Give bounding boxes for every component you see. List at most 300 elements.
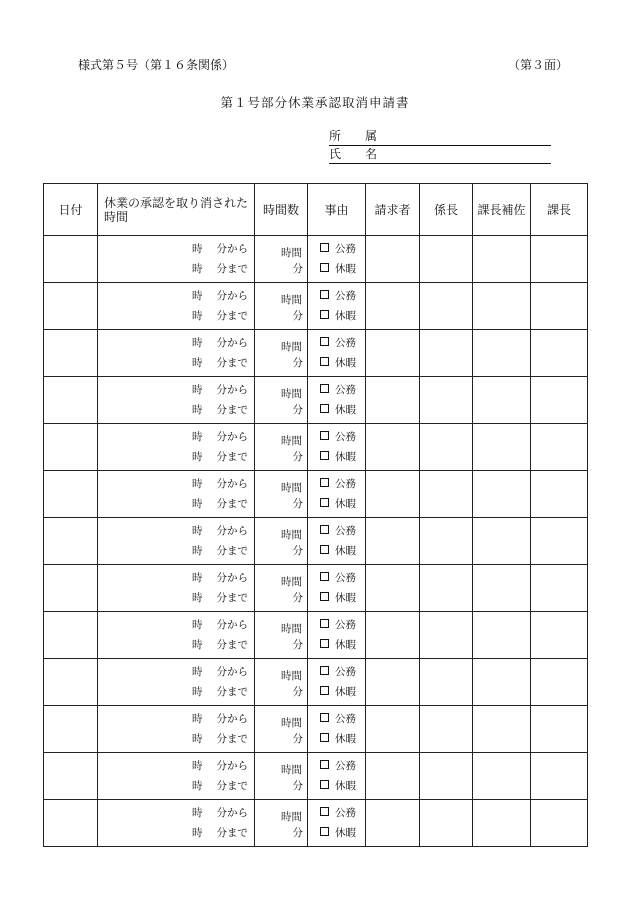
reason-option-leave[interactable] [320, 496, 356, 511]
manager-seal-cell[interactable] [531, 330, 588, 377]
time-from-hour: 時 [192, 760, 203, 772]
manager-seal-cell[interactable] [531, 518, 588, 565]
hours-cell[interactable] [255, 424, 308, 471]
time-from [192, 523, 248, 538]
reason-cell [308, 753, 366, 800]
hours-cell[interactable] [255, 236, 308, 283]
minutes-label: 分 [292, 592, 303, 604]
reason-cell [308, 236, 366, 283]
assistant-manager-seal-cell[interactable] [473, 565, 531, 612]
manager-seal-cell[interactable] [531, 236, 588, 283]
minutes-label: 分 [292, 310, 303, 322]
time-cell[interactable] [98, 800, 255, 847]
assistant-manager-seal-cell[interactable] [473, 471, 531, 518]
requester-seal-cell[interactable] [366, 659, 420, 706]
time-to [192, 543, 248, 558]
reason-option-official[interactable] [320, 617, 356, 632]
hours-label: 時間 [281, 247, 302, 259]
hours-label: 時間 [281, 764, 302, 776]
checkbox-icon[interactable] [320, 807, 329, 816]
requester-seal-cell[interactable] [366, 565, 420, 612]
table-row [44, 706, 588, 753]
time-cell[interactable] [98, 706, 255, 753]
column-header-chief: 係長 [420, 184, 473, 236]
time-from-minute: 分から [216, 760, 248, 772]
time-to-hour: 時 [192, 686, 203, 698]
reason-leave-label: 休暇 [335, 357, 356, 369]
time-cell[interactable] [98, 612, 255, 659]
minutes-label: 分 [292, 827, 303, 839]
checkbox-icon[interactable] [320, 404, 329, 413]
assistant-manager-seal-cell[interactable] [473, 330, 531, 377]
reason-option-leave[interactable] [320, 637, 356, 652]
reason-cell [308, 612, 366, 659]
time-to-hour: 時 [192, 592, 203, 604]
date-cell[interactable] [44, 518, 98, 565]
chief-seal-cell[interactable] [420, 283, 473, 330]
minutes-label: 分 [292, 545, 303, 557]
checkbox-icon[interactable] [320, 498, 329, 507]
chief-seal-cell[interactable] [420, 612, 473, 659]
reason-option-official[interactable] [320, 523, 356, 538]
checkbox-icon[interactable] [320, 780, 329, 789]
time-from [192, 617, 248, 632]
time-from [192, 805, 248, 820]
minutes-label: 分 [292, 780, 303, 792]
table-header-row [44, 184, 588, 236]
reason-cell [308, 283, 366, 330]
time-from [192, 570, 248, 585]
time-to-hour: 時 [192, 780, 203, 792]
time-from-minute: 分から [216, 243, 248, 255]
reason-official-label: 公務 [335, 572, 356, 584]
manager-seal-cell[interactable] [531, 706, 588, 753]
assistant-manager-seal-cell[interactable] [473, 236, 531, 283]
hours-label: 時間 [281, 294, 302, 306]
checkbox-icon[interactable] [320, 666, 329, 675]
assistant-manager-seal-cell[interactable] [473, 753, 531, 800]
time-from-minute: 分から [216, 525, 248, 537]
requester-seal-cell[interactable] [366, 377, 420, 424]
time-from-hour: 時 [192, 478, 203, 490]
column-header-manager: 課長 [531, 184, 588, 236]
time-from [192, 711, 248, 726]
time-from-hour: 時 [192, 807, 203, 819]
requester-seal-cell[interactable] [366, 283, 420, 330]
chief-seal-cell[interactable] [420, 659, 473, 706]
reason-leave-label: 休暇 [335, 733, 356, 745]
time-to [192, 684, 248, 699]
reason-cell [308, 424, 366, 471]
reason-cell [308, 471, 366, 518]
requester-seal-cell[interactable] [366, 706, 420, 753]
time-cell[interactable] [98, 330, 255, 377]
reason-leave-label: 休暇 [335, 686, 356, 698]
time-to-minute: 分まで [216, 780, 248, 792]
time-to [192, 778, 248, 793]
assistant-manager-seal-cell[interactable] [473, 706, 531, 753]
time-from-hour: 時 [192, 713, 203, 725]
date-cell[interactable] [44, 377, 98, 424]
time-from-minute: 分から [216, 290, 248, 302]
affiliation-label: 所 属 [329, 129, 378, 143]
checkbox-icon[interactable] [320, 592, 329, 601]
time-cell[interactable] [98, 236, 255, 283]
time-to [192, 590, 248, 605]
hours-label: 時間 [281, 623, 302, 635]
reason-official-label: 公務 [335, 713, 356, 725]
reason-option-leave[interactable] [320, 308, 356, 323]
time-to-minute: 分まで [216, 545, 248, 557]
manager-seal-cell[interactable] [531, 659, 588, 706]
time-from-hour: 時 [192, 337, 203, 349]
reason-option-leave[interactable] [320, 449, 356, 464]
time-to-hour: 時 [192, 404, 203, 416]
time-to-hour: 時 [192, 357, 203, 369]
time-cell[interactable] [98, 424, 255, 471]
date-cell[interactable] [44, 471, 98, 518]
assistant-manager-seal-cell[interactable] [473, 659, 531, 706]
hours-cell[interactable] [255, 659, 308, 706]
time-to [192, 261, 248, 276]
hours-cell[interactable] [255, 800, 308, 847]
reason-option-official[interactable] [320, 758, 356, 773]
hours-cell[interactable] [255, 377, 308, 424]
time-to-minute: 分まで [216, 263, 248, 275]
reason-option-official[interactable] [320, 288, 356, 303]
chief-seal-cell[interactable] [420, 236, 473, 283]
table-row [44, 424, 588, 471]
reason-option-official[interactable] [320, 241, 356, 256]
time-from-minute: 分から [216, 384, 248, 396]
time-to [192, 731, 248, 746]
hours-cell[interactable] [255, 283, 308, 330]
time-to [192, 637, 248, 652]
time-to-minute: 分まで [216, 357, 248, 369]
hours-label: 時間 [281, 341, 302, 353]
table-row [44, 236, 588, 283]
reason-official-label: 公務 [335, 525, 356, 537]
reason-cell [308, 800, 366, 847]
checkbox-icon[interactable] [320, 478, 329, 487]
time-from [192, 241, 248, 256]
hours-label: 時間 [281, 811, 302, 823]
manager-seal-cell[interactable] [531, 800, 588, 847]
reason-option-official[interactable] [320, 429, 356, 444]
checkbox-icon[interactable] [320, 572, 329, 581]
name-label: 氏 名 [329, 147, 378, 161]
assistant-manager-seal-cell[interactable] [473, 612, 531, 659]
checkbox-icon[interactable] [320, 733, 329, 742]
time-from-hour: 時 [192, 384, 203, 396]
time-from-minute: 分から [216, 807, 248, 819]
minutes-label: 分 [292, 404, 303, 416]
reason-option-leave[interactable] [320, 355, 356, 370]
checkbox-icon[interactable] [320, 686, 329, 695]
minutes-label: 分 [292, 733, 303, 745]
reason-option-leave[interactable] [320, 590, 356, 605]
hours-cell[interactable] [255, 330, 308, 377]
manager-seal-cell[interactable] [531, 471, 588, 518]
reason-option-official[interactable] [320, 335, 356, 350]
time-cell[interactable] [98, 283, 255, 330]
reason-option-leave[interactable] [320, 731, 356, 746]
time-cell[interactable] [98, 659, 255, 706]
minutes-label: 分 [292, 263, 303, 275]
time-cell[interactable] [98, 565, 255, 612]
time-to-hour: 時 [192, 733, 203, 745]
requester-seal-cell[interactable] [366, 330, 420, 377]
requester-seal-cell[interactable] [366, 236, 420, 283]
hours-label: 時間 [281, 717, 302, 729]
table-row [44, 471, 588, 518]
minutes-label: 分 [292, 686, 303, 698]
chief-seal-cell[interactable] [420, 800, 473, 847]
time-from-minute: 分から [216, 572, 248, 584]
hours-cell[interactable] [255, 706, 308, 753]
time-from-hour: 時 [192, 525, 203, 537]
time-to [192, 308, 248, 323]
reason-option-official[interactable] [320, 570, 356, 585]
hours-label: 時間 [281, 529, 302, 541]
manager-seal-cell[interactable] [531, 612, 588, 659]
name-field[interactable] [329, 147, 551, 164]
reason-cell [308, 565, 366, 612]
checkbox-icon[interactable] [320, 827, 329, 836]
time-from-hour: 時 [192, 243, 203, 255]
reason-option-leave[interactable] [320, 543, 356, 558]
checkbox-icon[interactable] [320, 619, 329, 628]
time-from-hour: 時 [192, 431, 203, 443]
assistant-manager-seal-cell[interactable] [473, 377, 531, 424]
date-cell[interactable] [44, 330, 98, 377]
time-to-minute: 分まで [216, 592, 248, 604]
column-header-cancelled-time: 休業の承認を取り消された時間 [98, 184, 255, 236]
reason-cell [308, 330, 366, 377]
reason-option-official[interactable] [320, 711, 356, 726]
checkbox-icon[interactable] [320, 243, 329, 252]
reason-cell [308, 659, 366, 706]
manager-seal-cell[interactable] [531, 424, 588, 471]
reason-official-label: 公務 [335, 243, 356, 255]
reason-cell [308, 518, 366, 565]
date-cell[interactable] [44, 753, 98, 800]
time-to [192, 825, 248, 840]
chief-seal-cell[interactable] [420, 565, 473, 612]
chief-seal-cell[interactable] [420, 518, 473, 565]
time-to-hour: 時 [192, 310, 203, 322]
chief-seal-cell[interactable] [420, 330, 473, 377]
time-from-hour: 時 [192, 666, 203, 678]
time-from-minute: 分から [216, 431, 248, 443]
reason-option-leave[interactable] [320, 261, 356, 276]
reason-leave-label: 休暇 [335, 639, 356, 651]
time-from [192, 758, 248, 773]
column-header-assistant-manager: 課長補佐 [473, 184, 531, 236]
affiliation-field[interactable] [329, 129, 551, 146]
hours-cell[interactable] [255, 612, 308, 659]
time-to-minute: 分まで [216, 451, 248, 463]
reason-official-label: 公務 [335, 290, 356, 302]
requester-seal-cell[interactable] [366, 424, 420, 471]
column-header-requester: 請求者 [366, 184, 420, 236]
assistant-manager-seal-cell[interactable] [473, 283, 531, 330]
manager-seal-cell[interactable] [531, 565, 588, 612]
reason-official-label: 公務 [335, 619, 356, 631]
time-to-hour: 時 [192, 451, 203, 463]
assistant-manager-seal-cell[interactable] [473, 518, 531, 565]
date-cell[interactable] [44, 706, 98, 753]
manager-seal-cell[interactable] [531, 377, 588, 424]
time-from [192, 382, 248, 397]
hours-cell[interactable] [255, 518, 308, 565]
table-row [44, 612, 588, 659]
requester-seal-cell[interactable] [366, 800, 420, 847]
time-from-hour: 時 [192, 572, 203, 584]
date-cell[interactable] [44, 612, 98, 659]
reason-official-label: 公務 [335, 431, 356, 443]
checkbox-icon[interactable] [320, 357, 329, 366]
time-cell[interactable] [98, 518, 255, 565]
reason-official-label: 公務 [335, 337, 356, 349]
time-to [192, 496, 248, 511]
checkbox-icon[interactable] [320, 760, 329, 769]
reason-official-label: 公務 [335, 384, 356, 396]
reason-official-label: 公務 [335, 760, 356, 772]
checkbox-icon[interactable] [320, 545, 329, 554]
hours-label: 時間 [281, 435, 302, 447]
minutes-label: 分 [292, 498, 303, 510]
manager-seal-cell[interactable] [531, 283, 588, 330]
time-from-minute: 分から [216, 337, 248, 349]
time-from [192, 476, 248, 491]
checkbox-icon[interactable] [320, 290, 329, 299]
reason-option-leave[interactable] [320, 684, 356, 699]
checkbox-icon[interactable] [320, 310, 329, 319]
reason-cell [308, 706, 366, 753]
column-header-date: 日付 [44, 184, 98, 236]
date-cell[interactable] [44, 800, 98, 847]
time-from-minute: 分から [216, 619, 248, 631]
time-to-minute: 分まで [216, 404, 248, 416]
requester-seal-cell[interactable] [366, 753, 420, 800]
time-to [192, 402, 248, 417]
time-to [192, 449, 248, 464]
time-from [192, 664, 248, 679]
reason-leave-label: 休暇 [335, 592, 356, 604]
column-header-reason: 事由 [308, 184, 366, 236]
time-to-minute: 分まで [216, 827, 248, 839]
chief-seal-cell[interactable] [420, 471, 473, 518]
time-cell[interactable] [98, 377, 255, 424]
checkbox-icon[interactable] [320, 337, 329, 346]
chief-seal-cell[interactable] [420, 753, 473, 800]
table-row [44, 800, 588, 847]
hours-cell[interactable] [255, 565, 308, 612]
date-cell[interactable] [44, 283, 98, 330]
requester-seal-cell[interactable] [366, 612, 420, 659]
checkbox-icon[interactable] [320, 525, 329, 534]
assistant-manager-seal-cell[interactable] [473, 800, 531, 847]
reason-leave-label: 休暇 [335, 263, 356, 275]
time-cell[interactable] [98, 471, 255, 518]
hours-label: 時間 [281, 388, 302, 400]
manager-seal-cell[interactable] [531, 753, 588, 800]
page-side-label: （第３面） [508, 58, 569, 72]
hours-label: 時間 [281, 576, 302, 588]
date-cell[interactable] [44, 236, 98, 283]
date-cell[interactable] [44, 659, 98, 706]
reason-leave-label: 休暇 [335, 498, 356, 510]
reason-leave-label: 休暇 [335, 451, 356, 463]
chief-seal-cell[interactable] [420, 706, 473, 753]
checkbox-icon[interactable] [320, 451, 329, 460]
table-row [44, 659, 588, 706]
requester-seal-cell[interactable] [366, 471, 420, 518]
table-row [44, 753, 588, 800]
cancellation-table [43, 183, 588, 847]
reason-option-official[interactable] [320, 805, 356, 820]
column-header-hours: 時間数 [255, 184, 308, 236]
reason-official-label: 公務 [335, 666, 356, 678]
time-to-hour: 時 [192, 545, 203, 557]
minutes-label: 分 [292, 639, 303, 651]
table-row [44, 518, 588, 565]
reason-official-label: 公務 [335, 478, 356, 490]
reason-leave-label: 休暇 [335, 404, 356, 416]
reason-option-official[interactable] [320, 382, 356, 397]
chief-seal-cell[interactable] [420, 424, 473, 471]
reason-option-leave[interactable] [320, 825, 356, 840]
hours-label: 時間 [281, 670, 302, 682]
reason-option-leave[interactable] [320, 402, 356, 417]
time-from-minute: 分から [216, 666, 248, 678]
time-to-minute: 分まで [216, 498, 248, 510]
time-from-minute: 分から [216, 478, 248, 490]
reason-option-official[interactable] [320, 664, 356, 679]
time-to-hour: 時 [192, 639, 203, 651]
checkbox-icon[interactable] [320, 431, 329, 440]
checkbox-icon[interactable] [320, 384, 329, 393]
document-title: 第１号部分休業承認取消申請書 [220, 95, 410, 110]
time-cell[interactable] [98, 753, 255, 800]
checkbox-icon[interactable] [320, 713, 329, 722]
chief-seal-cell[interactable] [420, 377, 473, 424]
time-to-minute: 分まで [216, 639, 248, 651]
time-from [192, 335, 248, 350]
reason-option-leave[interactable] [320, 778, 356, 793]
time-to-hour: 時 [192, 498, 203, 510]
reason-leave-label: 休暇 [335, 310, 356, 322]
requester-seal-cell[interactable] [366, 518, 420, 565]
date-cell[interactable] [44, 424, 98, 471]
checkbox-icon[interactable] [320, 639, 329, 648]
table-row [44, 283, 588, 330]
checkbox-icon[interactable] [320, 263, 329, 272]
assistant-manager-seal-cell[interactable] [473, 424, 531, 471]
time-from [192, 288, 248, 303]
hours-cell[interactable] [255, 471, 308, 518]
reason-option-official[interactable] [320, 476, 356, 491]
time-from-hour: 時 [192, 619, 203, 631]
time-to-minute: 分まで [216, 310, 248, 322]
date-cell[interactable] [44, 565, 98, 612]
hours-cell[interactable] [255, 753, 308, 800]
reason-cell [308, 377, 366, 424]
time-to-minute: 分まで [216, 733, 248, 745]
time-to-hour: 時 [192, 827, 203, 839]
minutes-label: 分 [292, 357, 303, 369]
